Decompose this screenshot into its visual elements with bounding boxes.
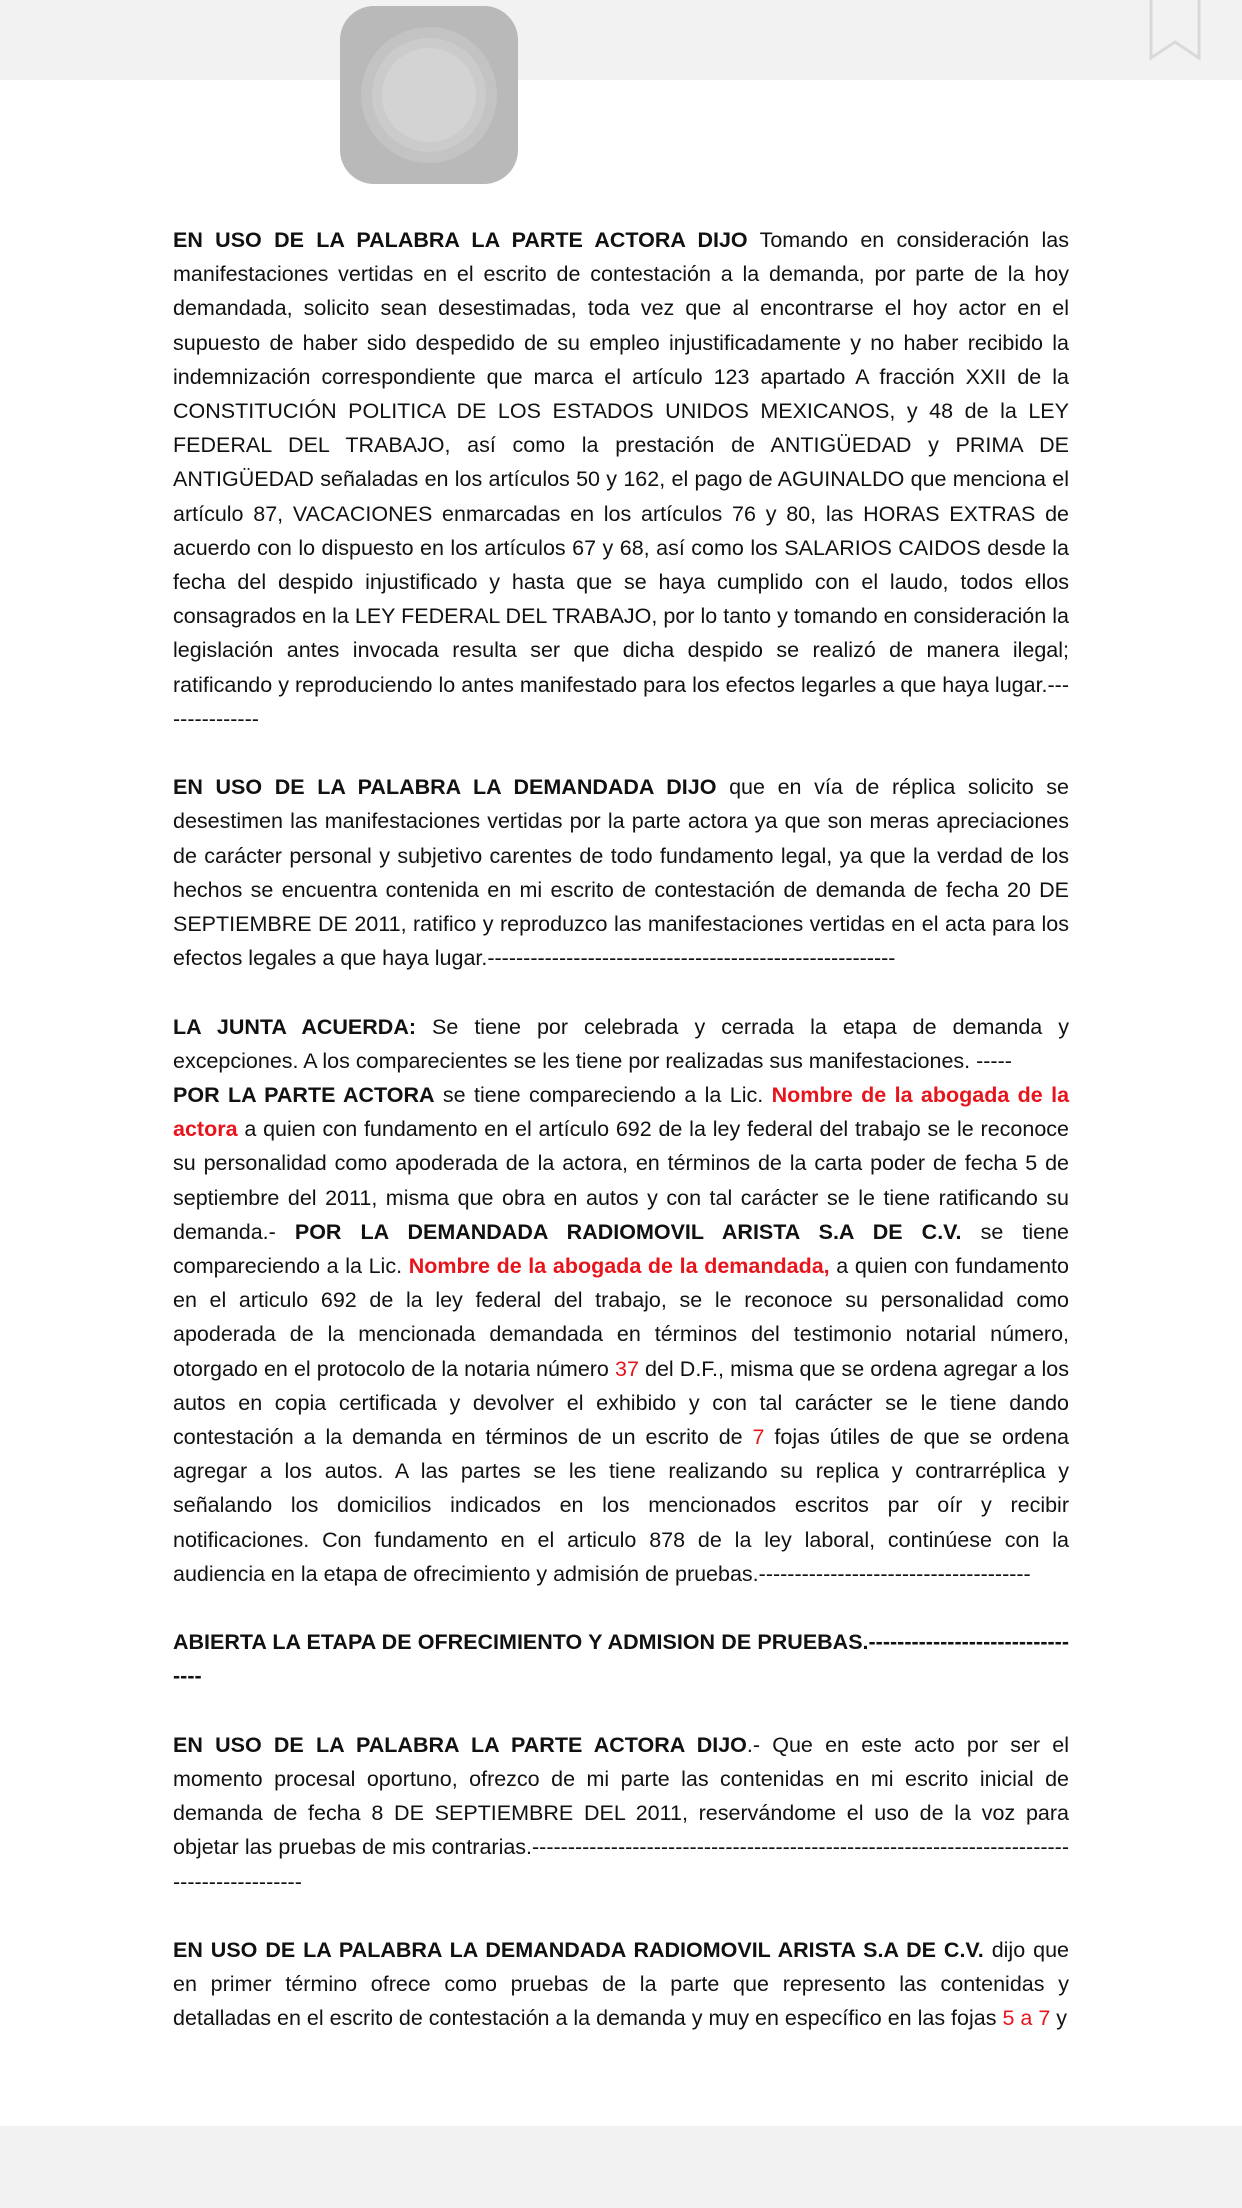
top-toolbar	[0, 0, 1242, 80]
paragraph-comparecencias	[173, 1078, 1069, 1591]
paragraph-actora-pruebas	[173, 1728, 1069, 1899]
fojas-range: 5 a 7	[1002, 2006, 1051, 2031]
paragraph-text: y	[1050, 2006, 1068, 2031]
paragraph-lead: POR LA PARTE ACTORA	[173, 1083, 435, 1108]
paragraph-text: que en vía de réplica solicito se desestimen las manifestaciones vertidas por la parte actora ya que son meras apreciaciones de carácter personal y subjetivo carentes de todo fundamento legal, ya que la verdad de los hechos se encuentra contenida en mi escrito de contestación de demanda de fecha 20 DE SEPTIEMBRE DE 2011, ratifico y reproduzco las manifestaciones vertidas en el acta para los efectos legales a que haya lugar.---------------------------------------------------------	[173, 775, 1069, 971]
paragraph-lead: EN USO DE LA PALABRA LA DEMANDADA DIJO	[173, 775, 717, 800]
paragraph-text: del D.F., misma que se ordena agregar a los autos en copia certificada y devolver el exhibido y con tal carácter se le tiene dando contestación a la demanda en términos de un escrito de	[173, 1356, 1070, 1450]
paragraph-text: Tomando en consideración las manifestaciones vertidas en el escrito de contestación a la demanda, por parte de la hoy demandada, solicito sean desestimadas, toda vez que al encontrarse el hoy actor en el supuesto de haber sido despedido de su empleo injustificadamente y no haber recibido la indemnización correspondiente que marca el artículo 123 apartado A fracción XXII de la CONSTITUCIÓN POLITICA DE LOS ESTADOS UNIDOS MEXICANOS, y 48 de la LEY FEDERAL DEL TRABAJO, así como la prestación de ANTIGÜEDAD y PRIMA DE ANTIGÜEDAD señaladas en los artículos 50 y 162, el pago de AGUINALDO que menciona el artículo 87, VACACIONES enmarcadas en los artículos 76 y 80, las HORAS EXTRAS de acuerdo con lo dispuesto en los artículos 67 y 68, así como los SALARIOS CAIDOS desde la fecha del despido injustificado y hasta que se haya cumplido con el laudo, todos ellos consagrados en la LEY FEDERAL DEL TRABAJO, por lo tanto y tomando en consideración la legislación antes invocada resulta ser que dicha despido se realizó de manera ilegal; ratificando y reproduciendo lo antes manifestado para los efectos legarles a que haya lugar.---------------	[173, 228, 1070, 731]
home-button-ring-inner	[372, 38, 486, 152]
section-heading-pruebas	[173, 1625, 1069, 1693]
paragraph-lead: EN USO DE LA PALABRA LA DEMANDADA RADIOMOVIL ARISTA S.A DE C.V.	[173, 1938, 984, 1963]
paragraph-text: Se tiene por celebrada y cerrada la etapa de demanda y excepciones. A los comparecientes se les tiene por realizadas sus manifestaciones. -----	[173, 1014, 1069, 1073]
bottom-bar	[0, 2126, 1242, 2208]
bookmark-icon[interactable]	[1148, 0, 1202, 62]
home-button-icon[interactable]	[340, 6, 518, 184]
paragraph-actora-dijo	[173, 223, 1069, 736]
document-body	[173, 223, 1069, 2036]
placeholder-abogada-demandada: Nombre de la abogada de la demandada,	[408, 1254, 830, 1279]
paragraph-lead: POR LA DEMANDADA RADIOMOVIL ARISTA S.A DE C.V.	[294, 1219, 962, 1244]
paragraph-demandada-pruebas	[173, 1933, 1069, 2036]
paragraph-lead: LA JUNTA ACUERDA:	[173, 1014, 417, 1039]
paragraph-text: dijo que en primer término ofrece como pruebas de la parte que represento las contenidas y detalladas en el escrito de contestación a la demanda y muy en específico en las fojas	[173, 1938, 1069, 2031]
placeholder-abogada-actora: Nombre de la abogada de la actora	[173, 1083, 1070, 1142]
paragraph-text: a quien con fundamento en el artículo 692 de la ley federal del trabajo se le reconoce su personalidad como apoderada de la actora, en términos de la carta poder de fecha 5 de septiembre del 2011, misma que obra en autos y con tal carácter se le tiene ratificando su demanda.-	[173, 1117, 1069, 1244]
paragraph-demandada-dijo	[173, 770, 1069, 975]
paragraph-junta-acuerda	[173, 1010, 1069, 1078]
paragraph-text: .- Que en este acto por ser el momento procesal oportuno, ofrezco de mi parte las contenidas en mi escrito inicial de demanda de fecha 8 DE SEPTIEMBRE DEL 2011, reservándome el uso de la voz para objetar las pruebas de mis contrarias.---------------------------------------------------------------------------------------------	[173, 1732, 1070, 1894]
paragraph-text: a quien con fundamento en el articulo 692 de la ley federal del trabajo, se le reconoce su personalidad como apoderada de la mencionada demandada en términos del testimonio notarial número, otorgado en el protocolo de la notaria número	[173, 1254, 1069, 1381]
section-heading: ABIERTA LA ETAPA DE OFRECIMIENTO Y ADMISION DE PRUEBAS.--------------------------------	[173, 1630, 1069, 1689]
home-button-center	[382, 48, 476, 142]
paragraph-text: fojas útiles de que se ordena agregar a los autos. A las partes se les tiene realizando su replica y contrarréplica y señalando los domicilios indicados en los mencionados escritos par oír y recibir notificaciones. Con fundamento en el articulo 878 de la ley laboral, continúese con la audiencia en la etapa de ofrecimiento y admisión de pruebas.--------------------------------------	[173, 1425, 1069, 1586]
paragraph-lead: EN USO DE LA PALABRA LA PARTE ACTORA DIJO	[173, 1732, 747, 1757]
notaria-number: 37	[615, 1356, 639, 1381]
fojas-count: 7	[752, 1425, 765, 1450]
paragraph-text: se tiene compareciendo a la Lic.	[434, 1083, 772, 1108]
paragraph-lead: EN USO DE LA PALABRA LA PARTE ACTORA DIJO	[173, 228, 748, 252]
home-button-ring	[361, 27, 497, 163]
paragraph-text: se tiene compareciendo a la Lic.	[173, 1219, 1069, 1279]
